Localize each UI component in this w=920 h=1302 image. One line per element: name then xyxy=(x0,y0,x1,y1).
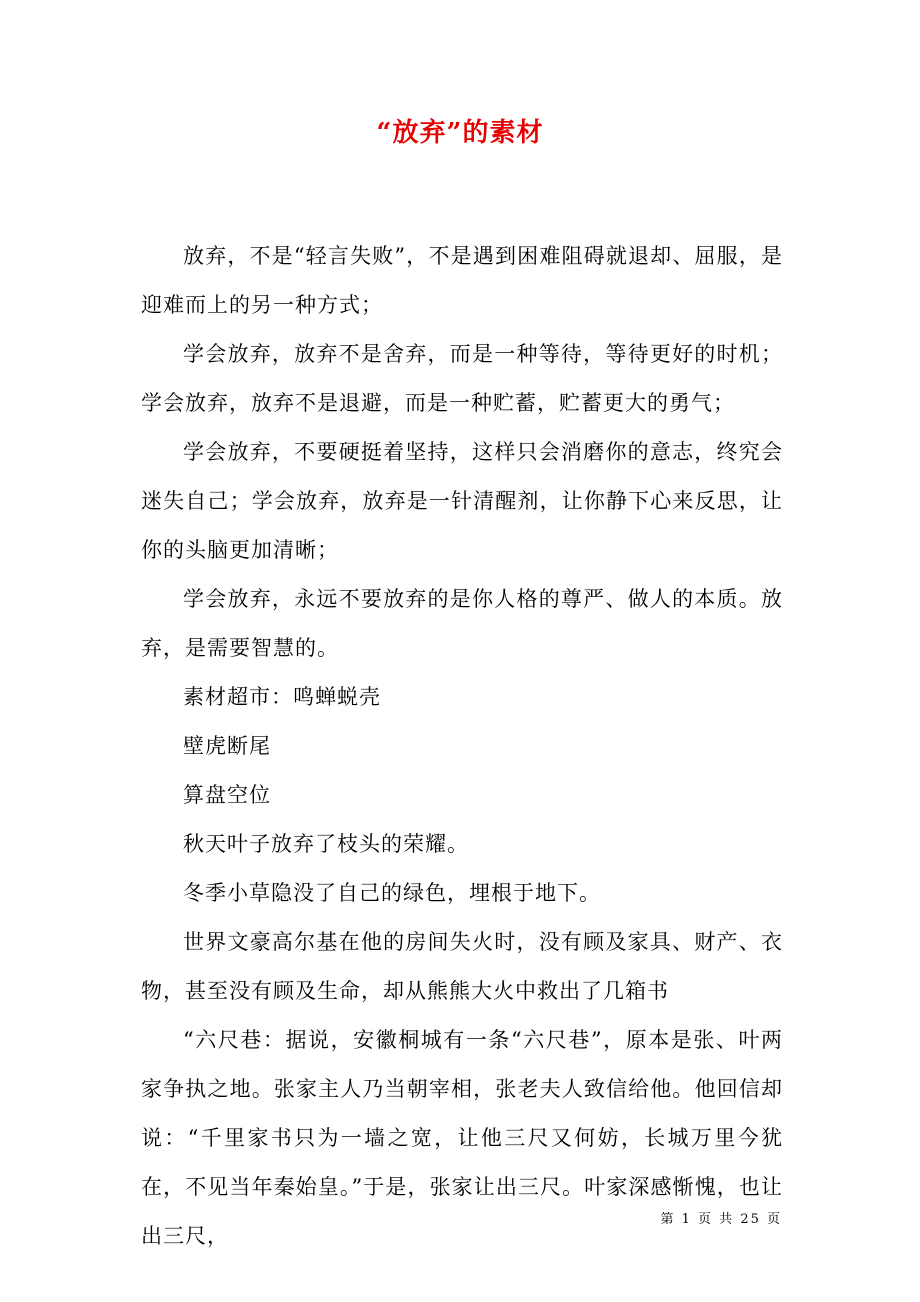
paragraph: 学会放弃，永远不要放弃的是你人格的尊严、做人的本质。放弃，是需要智慧的。 xyxy=(141,587,783,660)
paragraph: 壁虎断尾 xyxy=(183,734,271,758)
paragraph: 学会放弃，放弃不是舍弃，而是一种等待，等待更好的时机；学会放弃，放弃不是退避，而是一种贮蓄，贮蓄更大的勇气； xyxy=(141,342,783,415)
page-number-footer: 第 1 页 共 25 页 xyxy=(660,1212,782,1227)
paragraph: 算盘空位 xyxy=(183,783,271,807)
paragraph: “六尺巷：据说，安徽桐城有一条“六尺巷”，原本是张、叶两家争执之地。张家主人乃当朝宰相，张老夫人致信给他。他回信却说：“千里家书只为一墙之宽，让他三尺又何妨，长城万里今犹在，不见当年秦始皇。”于是，张家让出三尺。叶家深感惭愧，也让出三尺， xyxy=(141,1028,783,1248)
paragraph: 秋天叶子放弃了枝头的荣耀。 xyxy=(183,832,469,856)
paragraph: 世界文豪高尔基在他的房间失火时，没有顾及家具、财产、衣物，甚至没有顾及生命，却从熊熊大火中救出了几箱书 xyxy=(141,930,783,1003)
document-body xyxy=(141,232,783,1261)
paragraph: 素材超市：鸣蝉蜕壳 xyxy=(183,685,381,709)
paragraph: 学会放弃，不要硬挺着坚持，这样只会消磨你的意志，终究会迷失自己；学会放弃，放弃是一针清醒剂，让你静下心来反思，让你的头脑更加清晰； xyxy=(141,440,783,562)
document-title: “放弃”的素材 xyxy=(376,118,544,148)
paragraph: 放弃，不是“轻言失败”，不是遇到困难阻碍就退却、屈服，是迎难而上的另一种方式； xyxy=(141,244,783,317)
paragraph: 冬季小草隐没了自己的绿色，埋根于地下。 xyxy=(183,881,601,905)
